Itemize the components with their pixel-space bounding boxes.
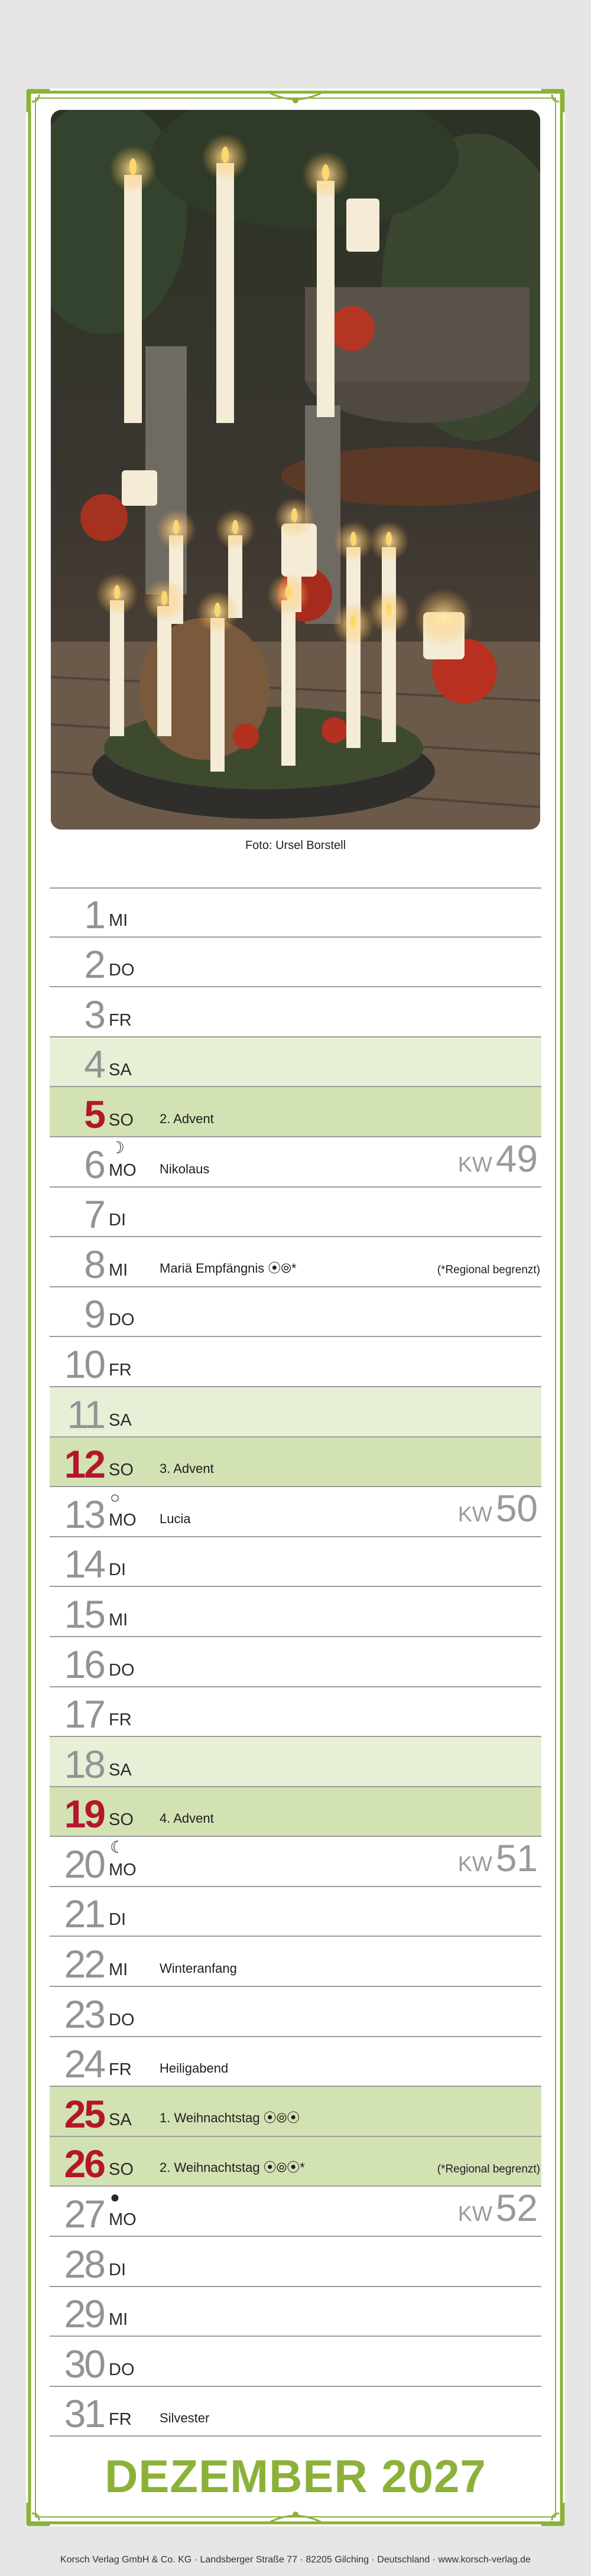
weekday-label: SO bbox=[109, 2160, 134, 2180]
day-row bbox=[50, 2387, 541, 2437]
day-row bbox=[50, 987, 541, 1037]
weekday-label: SA bbox=[109, 1061, 132, 1080]
day-number: 24 bbox=[64, 2042, 104, 2086]
weekday-label: MI bbox=[109, 1260, 128, 1280]
weekday-label: DO bbox=[109, 2360, 135, 2379]
day-row bbox=[50, 1937, 541, 1987]
day-row bbox=[50, 1887, 541, 1937]
day-number: 12 bbox=[64, 1442, 104, 1487]
day-number: 1 bbox=[84, 892, 104, 936]
day-number: 11 bbox=[67, 1392, 104, 1436]
day-number: 16 bbox=[64, 1642, 104, 1686]
weekday-label: FR bbox=[109, 1710, 132, 1730]
day-row bbox=[50, 2087, 541, 2137]
day-number: 25 bbox=[64, 2092, 104, 2136]
publisher-imprint: Korsch Verlag GmbH & Co. KG · Landsberger Straße 77 · 82205 Gilching · Deutschland · www.korsch-verlag.de bbox=[60, 2555, 531, 2565]
weekday-label: DI bbox=[109, 1910, 126, 1930]
day-number: 27 bbox=[64, 2192, 104, 2236]
weekday-label: SA bbox=[109, 1410, 132, 1430]
calendar-week-label: KW bbox=[457, 1501, 492, 1526]
calendar-week-number: 50 bbox=[495, 1487, 538, 1530]
holiday-label: Lucia bbox=[160, 1511, 191, 1526]
weekday-label: DI bbox=[109, 1560, 126, 1580]
weekday-label: DO bbox=[109, 2010, 135, 2029]
day-number: 20 bbox=[64, 1842, 104, 1886]
day-row bbox=[50, 1687, 541, 1738]
day-number: 22 bbox=[64, 1942, 104, 1986]
holiday-label: 2. Advent bbox=[160, 1111, 214, 1126]
day-row bbox=[50, 1637, 541, 1687]
weekday-label: FR bbox=[109, 2410, 132, 2429]
weekday-label: MI bbox=[109, 1960, 128, 1980]
candles-photo bbox=[51, 110, 540, 830]
day-number: 15 bbox=[64, 1592, 104, 1636]
weekday-label: DO bbox=[109, 1660, 135, 1680]
weekday-label: FR bbox=[109, 1010, 132, 1030]
weekday-label: MO bbox=[109, 1860, 137, 1879]
day-row bbox=[50, 2137, 541, 2187]
calendar-week-number: 49 bbox=[495, 1137, 538, 1180]
day-number: 19 bbox=[64, 1792, 104, 1836]
day-number: 6 bbox=[84, 1142, 104, 1186]
weekday-label: DO bbox=[109, 961, 135, 980]
day-row bbox=[50, 2337, 541, 2387]
moon-phase-icon: ● bbox=[110, 2188, 120, 2207]
photo-credit: Foto: Ursel Borstell bbox=[245, 839, 346, 852]
holiday-label: Winteranfang bbox=[160, 1961, 237, 1976]
holiday-label: 4. Advent bbox=[160, 1811, 214, 1826]
day-number: 4 bbox=[84, 1042, 104, 1087]
day-number: 29 bbox=[64, 2292, 104, 2336]
calendar-week-label: KW bbox=[457, 1152, 492, 1176]
weekday-label: SA bbox=[109, 1760, 132, 1780]
calendar-week-number: 51 bbox=[495, 1836, 538, 1879]
calendar-week-number: 52 bbox=[495, 2187, 538, 2230]
day-number: 7 bbox=[84, 1192, 104, 1237]
weekday-label: DI bbox=[109, 1211, 126, 1230]
day-row bbox=[50, 2237, 541, 2287]
weekday-label: MO bbox=[109, 1160, 137, 1180]
calendar-page bbox=[26, 89, 565, 2526]
moon-phase-icon: ☽ bbox=[110, 1138, 125, 1157]
day-row bbox=[50, 2037, 541, 2087]
weekday-label: FR bbox=[109, 1360, 132, 1380]
day-row bbox=[50, 1837, 541, 1887]
day-number: 2 bbox=[84, 942, 104, 987]
regional-note: (*Regional begrenzt) bbox=[437, 2163, 540, 2176]
day-number: 10 bbox=[64, 1342, 104, 1386]
holiday-label: 3. Advent bbox=[160, 1461, 214, 1476]
weekday-label: MI bbox=[109, 910, 128, 930]
calendar-week bbox=[458, 1487, 538, 1530]
holiday-label: Nikolaus bbox=[160, 1161, 210, 1176]
weekday-label: DO bbox=[109, 1310, 135, 1330]
calendar-week bbox=[458, 2186, 538, 2230]
day-row bbox=[50, 1337, 541, 1387]
moon-phase-icon: ○ bbox=[110, 1488, 120, 1507]
weekday-label: MI bbox=[109, 1610, 128, 1629]
weekday-label: MO bbox=[109, 2210, 137, 2230]
day-row bbox=[50, 1287, 541, 1338]
day-row bbox=[50, 2187, 541, 2237]
holiday-label: Heiligabend bbox=[160, 2061, 229, 2076]
weekday-label: FR bbox=[109, 2060, 132, 2080]
day-row bbox=[50, 887, 541, 938]
day-number: 13 bbox=[64, 1492, 104, 1536]
day-row bbox=[50, 2287, 541, 2337]
calendar-week-label: KW bbox=[457, 1851, 492, 1876]
day-row bbox=[50, 1188, 541, 1238]
day-number: 23 bbox=[64, 1992, 104, 2036]
day-list bbox=[50, 887, 541, 2437]
day-row bbox=[50, 1737, 541, 1787]
holiday-label: 1. Weihnachtstag ⦿⦾⦿ bbox=[160, 2110, 300, 2125]
day-number: 17 bbox=[64, 1692, 104, 1736]
day-number: 21 bbox=[64, 1892, 104, 1936]
day-number: 5 bbox=[84, 1092, 104, 1136]
weekday-label: SO bbox=[109, 1110, 134, 1130]
day-row bbox=[50, 1137, 541, 1188]
month-title: DEZEMBER 2027 bbox=[105, 2450, 486, 2502]
day-row bbox=[50, 1587, 541, 1637]
weekday-label: MO bbox=[109, 1510, 137, 1530]
day-number: 31 bbox=[64, 2392, 104, 2436]
day-number: 26 bbox=[64, 2142, 104, 2186]
day-number: 28 bbox=[64, 2242, 104, 2286]
day-row bbox=[50, 938, 541, 988]
holiday-label: 2. Weihnachtstag ⦿⦾⦿* bbox=[160, 2160, 305, 2175]
day-row bbox=[50, 1437, 541, 1488]
weekday-label: SO bbox=[109, 1810, 134, 1830]
calendar-week-label: KW bbox=[457, 2201, 492, 2226]
day-number: 8 bbox=[84, 1242, 104, 1286]
weekday-label: DI bbox=[109, 2260, 126, 2279]
calendar-week bbox=[458, 1137, 538, 1180]
moon-phase-icon: ☾ bbox=[110, 1838, 125, 1857]
day-row bbox=[50, 1237, 541, 1287]
day-number: 14 bbox=[64, 1542, 104, 1586]
day-row bbox=[50, 1037, 541, 1088]
holiday-label: Silvester bbox=[160, 2411, 210, 2426]
holiday-label: Mariä Empfängnis ⦿⦾* bbox=[160, 1260, 297, 1276]
weekday-label: SO bbox=[109, 1461, 134, 1480]
regional-note: (*Regional begrenzt) bbox=[437, 1263, 540, 1276]
calendar-week bbox=[458, 1836, 538, 1880]
day-number: 9 bbox=[84, 1292, 104, 1336]
weekday-label: SA bbox=[109, 2110, 132, 2129]
day-row bbox=[50, 1487, 541, 1537]
day-number: 30 bbox=[64, 2341, 104, 2386]
day-row bbox=[50, 1987, 541, 2037]
day-number: 3 bbox=[84, 992, 104, 1036]
day-row bbox=[50, 1387, 541, 1437]
day-row bbox=[50, 1537, 541, 1588]
day-row bbox=[50, 1087, 541, 1137]
weekday-label: MI bbox=[109, 2310, 128, 2330]
day-row bbox=[50, 1787, 541, 1837]
day-number: 18 bbox=[64, 1742, 104, 1786]
